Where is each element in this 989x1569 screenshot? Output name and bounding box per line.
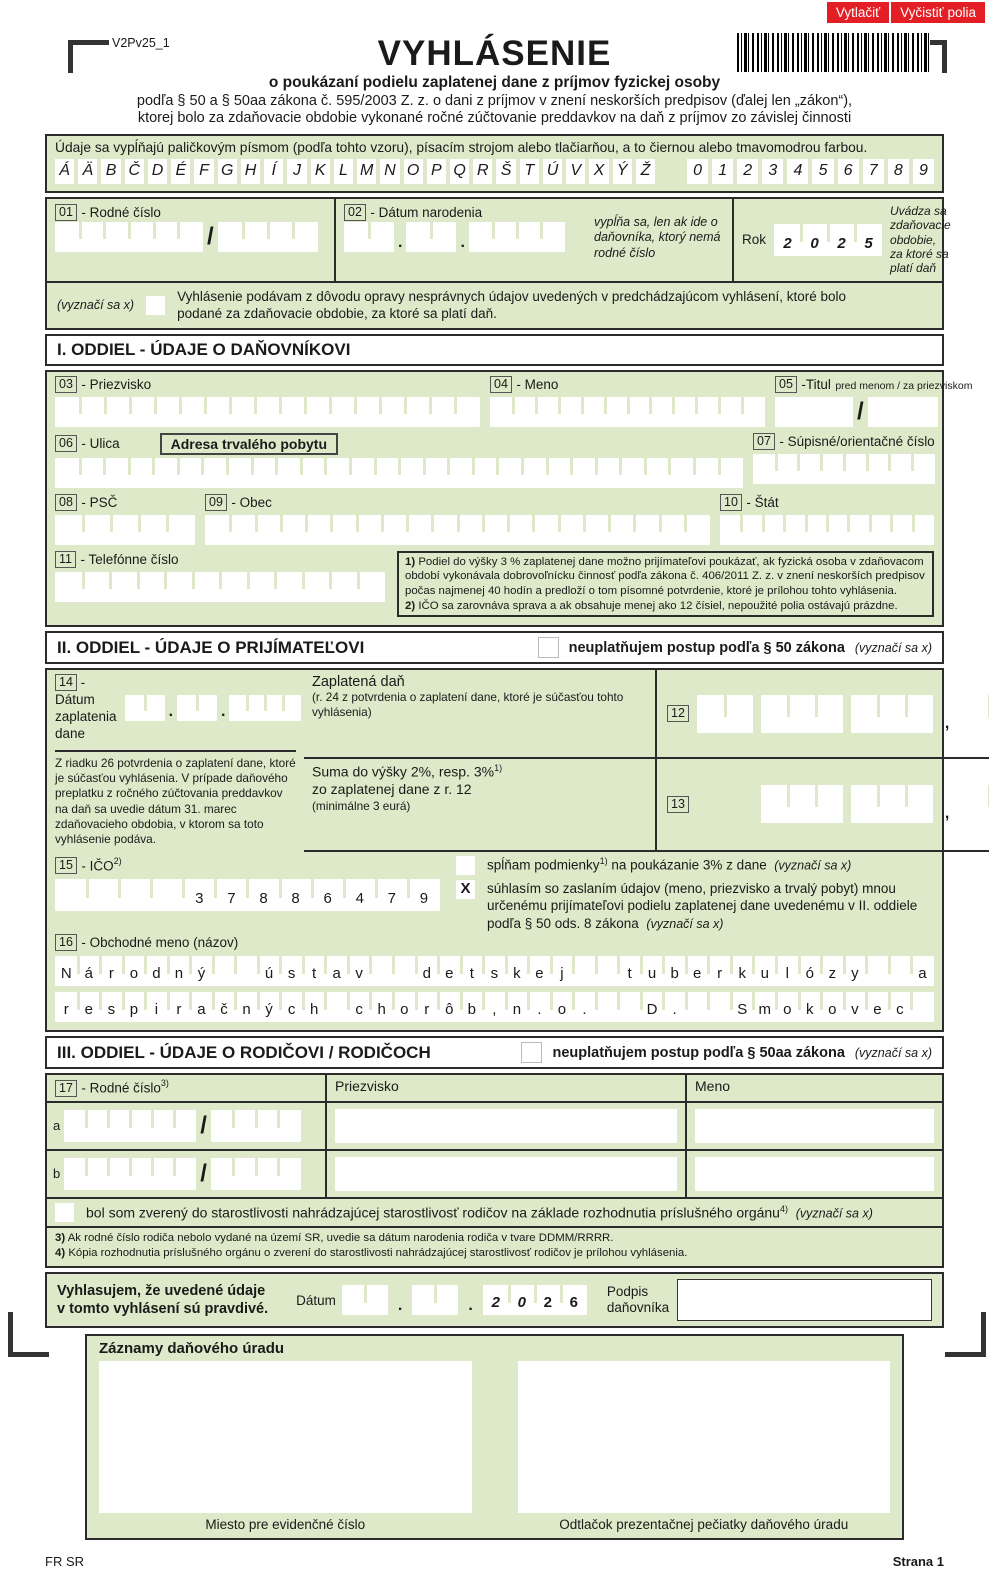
legal-line-1: podľa § 50 a § 50aa zákona č. 595/2003 Z. z. o dani z príjmov v znení neskorších predpisov (ďalej len „zákon“), [136,92,853,109]
section3-optout-text: neuplatňujem postup podľa § 50aa zákona [552,1044,845,1061]
psc-input[interactable] [55,515,195,545]
parent-a-rodne-cislo-part1[interactable] [64,1110,196,1142]
fill-instructions: Údaje sa vypĺňajú paličkovým písmom (podľa tohto vzoru), písacím strojom alebo tlačiarňou, a to čiernou alebo tmavomodrou farbou. [55,139,868,155]
section2-header: II. ODDIEL - ÚDAJE O PRIJÍMATEĽOVI neuplatňujem postup podľa § 50 zákona (vyznačí sa x) [45,631,944,664]
field-05-titul: 05 -Titul pred menom / za priezviskom / [775,376,972,427]
crop-mark-bottom-right [945,1312,986,1357]
three-percent-checkbox[interactable] [456,856,475,875]
signature-input[interactable] [677,1279,932,1321]
field-02-datum-narodenia: 02 - Dátum narodenia . . vypĺňa sa, len ak ide o daňovníka, ktorý nemá rodné číslo [334,199,732,281]
address-type-label: Adresa trvalého pobytu [160,433,338,455]
declaration-date-month-input[interactable] [412,1285,458,1315]
field-13-input-group[interactable]: , [697,785,989,823]
supisne-cislo-input[interactable] [753,454,935,484]
section2-body [45,668,950,1032]
stat-input[interactable] [720,515,934,545]
field-01-rodne-cislo: 01 - Rodné číslo / [47,199,334,281]
field-14-year-input[interactable] [229,695,301,721]
field-13-cents[interactable] [961,785,989,823]
parent-row-b: b / [47,1151,942,1199]
signature-label: Podpis daňovníka [606,1283,670,1316]
field-12-part2[interactable] [761,695,843,733]
obchodne-meno-input-line1[interactable]: N á r o d n ý ú s t a v d e t s k e j t u b e r k u l ó z y a [55,956,934,986]
field-14-month-input[interactable] [177,695,217,721]
section3-title: III. ODDIEL - ÚDAJE O RODIČOVI / RODIČOCH [57,1042,431,1062]
meno-input[interactable] [490,397,765,427]
parent-a-priezvisko-input[interactable] [335,1109,677,1143]
field-13-part1[interactable] [761,785,843,823]
field-09-obec: 09 - Obec [205,494,710,545]
records-title: Záznamy daňového úradu [99,1340,285,1358]
correction-row [47,281,942,328]
section1-header [45,334,944,366]
footnote-3: Ak rodné číslo rodiča nebolo vydané na území SR, uvedie sa dátum narodenia rodiča v tvare DDMM/RRRR. [67,1231,614,1244]
evidence-number-area [99,1361,472,1532]
footer-org: FR SR [45,1554,84,1569]
page-title: VYHLÁSENIE [377,34,612,73]
date-label: Dátum [296,1292,336,1308]
rok-note: Uvádza sa zdaňovacie obdobie, za ktoré sa platí daň [890,203,951,276]
field-12-part3[interactable] [851,695,933,733]
declaration-date-day-input[interactable] [342,1285,388,1315]
declaration-date: Dátum . . 2 0 2 6 [296,1285,587,1315]
priezvisko-input[interactable] [55,397,480,427]
parent-b-rodne-cislo-part2[interactable] [211,1158,301,1190]
legal-line-2: ktorej bolo za zdaňovacie obdobie vykonané ročné zúčtovanie preddavkov na daň z príjmov zo závislej činnosti [137,109,852,126]
truth-statement: Vyhlasujem, že uvedené údaje v tomto vyhlásení sú pravdivé. [57,1283,269,1318]
declaration-band [45,1272,944,1328]
field-13-cell: 13 , [657,759,989,852]
print-button[interactable]: Vytlačiť [827,2,889,23]
titul-pred-input[interactable] [775,397,853,427]
correction-text: Vyhlásenie podávam z dôvodu opravy nesprávnych údajov uvedených v predchádzajúcom vyhlásení, ktoré bolo podané za zdaňovacie obdobie, za ktoré sa platí daň. [177,288,847,322]
footnote-4: Kópia rozhodnutia príslušného orgánu o zverení do starostlivosti nahrádzajúcej starostlivosť rodičov je prílohou vyhlásenia. [68,1247,688,1260]
ulica-input[interactable] [55,458,743,488]
section3-header: III. ODDIEL - ÚDAJE O RODIČOVI / RODIČOCH neuplatňujem postup podľa § 50aa zákona (vyznačí sa x) [45,1036,944,1069]
section1-footnotes: 1) Podiel do výšky 3 % zaplatenej dane možno prijímateľovi poukázať, ak fyzická osoba v zdaňovacom období vykonávala dobrovoľnícku činnosť podľa zákona č. 406/2011 Z. z. v znení neskorších predpisov počas najmenej 40 hodín a predloží o tom písomné potvrdenie, ktoré je prílohou tohto vyhlásenia. 2) IČO sa zarovnáva sprava a ak obsahuje menej ako 12 čísiel, nepoužité polia ostávajú prázdne. [397,551,934,617]
evidence-number-caption: Miesto pre evidenčné číslo [205,1517,366,1533]
stamp-caption: Odtlačok prezentačnej pečiatky daňového úradu [559,1517,849,1533]
form-code: V2Pv25_1 [112,36,170,50]
section3-optout-checkbox[interactable] [521,1042,542,1063]
sample-digits: 0 1 2 3 4 5 6 7 8 9 [687,159,934,184]
field-07-supisne-cislo: 07 - Súpisné/orientačné číslo [753,433,935,488]
field-13-part2[interactable] [851,785,933,823]
toolbar [827,2,985,23]
obec-input[interactable] [205,515,710,545]
footnote-1: Podiel do výšky 3 % zaplatenej dane možno prijímateľovi poukázať, ak fyzická osoba v zdaňovacom období vykonávala dobrovoľnícku činnosť podľa zákona č. 406/2011 Z. z. v znení neskorších predpisov počas najmenej 40 hodín a predloží o tom písomné potvrdenie, ktoré je prílohou tohto vyhlásenia. [405,555,925,598]
field-08-psc: 08 - PSČ [55,494,195,545]
clear-fields-button[interactable]: Vyčistiť polia [891,2,985,23]
stamp-box [518,1361,891,1513]
field-03-priezvisko: 03 - Priezvisko [55,376,480,427]
field-14-note: Z riadku 26 potvrdenia o zaplatení dane, ktoré je súčasťou vyhlásenia. V prípade daňového preplatku z ročného zúčtovania preddavkov na daň sa uvedie dátum 31. marec zdaňovacieho obdobia, v ktorom sa toto vyhlásenie podáva. [55,755,296,847]
paid-tax-label-cell: Zaplatená daň (r. 24 z potvrdenia o zaplatení dane, ktoré je súčasťou tohto vyhlásenia) [304,670,657,759]
section1-title: I. ODDIEL - ÚDAJE O DAŇOVNÍKOVI [57,339,351,359]
rodne-cislo-input-part2[interactable] [218,222,318,252]
instructions-band [45,134,944,193]
ico-input[interactable]: 3 7 8 8 6 4 7 9 [55,879,440,911]
section2-optout-checkbox[interactable] [538,637,559,658]
section3-footnotes: 3) Ak rodné číslo rodiča nebolo vydané na území SR, uvedie sa dátum narodenia rodiča v tvare DDMM/RRRR. 4) Kópia rozhodnutia príslušného orgánu o zverení do starostlivosti nahrádzajúcej starostlivosť rodičov je prílohou vyhlásenia. [47,1226,942,1267]
custody-checkbox[interactable] [55,1203,74,1222]
obchodne-meno-input-line2[interactable]: r e s p i r a č n ý c h c h o r ô b , n . o . D . S m o k o v e c [55,992,934,1022]
page-footer [45,1554,944,1569]
rodne-cislo-input-part1[interactable] [55,222,203,252]
evidence-number-box [99,1361,472,1513]
field-15-ico: 15 - IČO$^{2)}$ 3 7 8 8 6 4 7 9 [55,856,440,933]
section3-body [45,1073,944,1268]
sample-letters: Á Ä B Č D É F G H Í J K L M N O P Q R Š T Ú V X Ý Ž [55,159,655,184]
parent-row-a: a / [47,1103,942,1151]
barcode-icon [737,33,930,72]
tax-office-records [85,1334,904,1540]
field-10-stat: 10 - Štát [720,494,934,545]
parent-a-meno-input[interactable] [695,1109,934,1143]
sum-label-cell: Suma do výšky 2%, resp. 3%$^{1)}$ zo zaplatenej dane z r. 12 (minimálne 3 eurá) [304,759,657,852]
consent-checkbox[interactable]: X [456,880,475,899]
birth-date-year-input[interactable] [469,222,565,252]
field-04-meno: 04 - Meno [490,376,765,427]
footer-page-number: Strana 1 [892,1554,944,1569]
telefon-input[interactable] [55,572,385,602]
top-fields-band [45,197,951,330]
parents-table-header: 17 - Rodné číslo$^{3)}$ Priezvisko Meno [47,1075,942,1102]
field-14-cell: 14 - Dátum zaplatenia dane . . Z riadku 26 potvrdenia o zaplatení dane, ktoré je súčasťou vyhlásenia. V prípade daňového preplatku z ročného zúčtovania preddavkov na daň sa uvedie dátum 31. marec zdaňovacieho obdobia, v ktorom sa toto vyhlásenie podáva. [47,670,304,851]
col-meno: Meno [695,1078,731,1095]
crop-mark-top-left [68,40,109,73]
field-11-telefon: 11 - Telefónne číslo [55,551,385,617]
footnote-2: IČO sa zarovnáva sprava a ak obsahuje menej ako 12 čísiel, nepoužité polia ostávajú prázdne. [418,599,898,612]
correction-mark-note: (vyznačí sa x) [57,298,135,313]
field-rok [732,199,959,281]
field-12-part1[interactable] [697,695,753,733]
birth-date-day-input[interactable] [344,222,394,252]
parent-a-rodne-cislo-part2[interactable] [211,1110,301,1142]
titul-za-input[interactable] [868,397,938,427]
field-06-ulica: 06 - Ulica Adresa trvalého pobytu [55,433,743,488]
rok-label: Rok [742,232,767,248]
custody-row: bol som zverený do starostlivosti nahrádzajúcej starostlivosť rodičov na základe rozhodnutia príslušného orgánu$^{4)}$ (vyznačí sa x) [47,1199,942,1226]
field-12-cell: 12 , [657,670,989,759]
signature-area [607,1279,932,1321]
field-02-number: 02 [344,204,366,221]
consent-checkboxes: spĺňam podmienky$^{1)}$ na poukázanie 3% z dane (vyznačí sa x) X súhlasím so zaslaním údajov (meno, priezvisko a trvalý pobyt) mnou určenému prijímateľovi podielu zaplatenej dane uvedenému v II. oddiele podľa § 50 ods. 8 zákona (vyznačí sa x) [456,856,934,933]
field-12-input-group[interactable]: , [697,695,989,733]
section1-body [45,370,973,627]
rok-input[interactable]: 2 0 2 5 [774,224,882,256]
parent-b-rodne-cislo-part1[interactable] [64,1158,196,1190]
field-12-cents[interactable] [961,695,989,733]
crop-mark-bottom-left [8,1312,49,1357]
field-14-day-input[interactable] [125,695,165,721]
parent-b-priezvisko-input[interactable] [335,1157,677,1191]
correction-checkbox[interactable] [146,296,165,315]
birth-date-month-input[interactable] [406,222,456,252]
section2-title: II. ODDIEL - ÚDAJE O PRIJÍMATEĽOVI [57,637,365,657]
ico-row [47,852,942,933]
parent-b-meno-input[interactable] [695,1157,934,1191]
col-priezvisko: Priezvisko [327,1075,687,1100]
form-body [45,134,973,1541]
birth-date-note: vypĺňa sa, len ak ide o daňovníka, ktorý nemá rodné číslo [594,214,721,261]
field-16-obchodne-meno: 16 - Obchodné meno (názov) N á r o d n ý ú s t a v d e t s k e j t u b e r k u l ó z y a r e s p i r a č n ý c h c h o r ô b , n . o . D . S m o k o v e c [47,932,942,1030]
field-01-number: 01 [55,204,77,221]
rodne-cislo-slash: / [207,222,214,250]
section2-optout-text: neuplatňujem postup podľa § 50 zákona [568,639,845,656]
page-subtitle: o poukázaní podielu zaplatenej dane z príjmov fyzickej osoby [268,74,721,92]
stamp-area [518,1361,891,1532]
declaration-date-year-input[interactable]: 2 0 2 6 [483,1285,587,1315]
